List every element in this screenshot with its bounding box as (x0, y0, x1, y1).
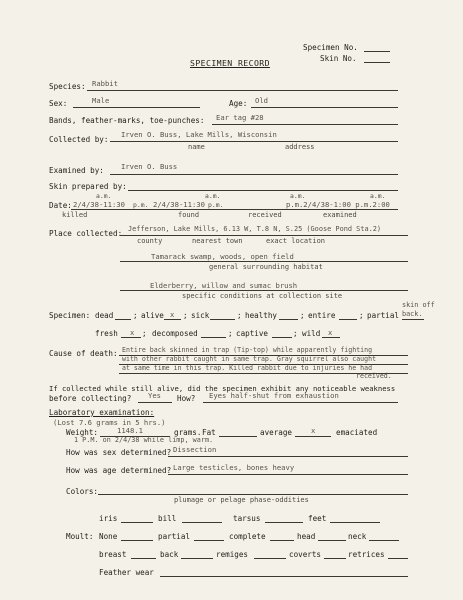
date-received-caption: received (248, 211, 282, 219)
fat-average-mark: x (311, 426, 316, 435)
weakness-how-label: How? (177, 394, 196, 403)
state-partial-value: skin off back. (402, 301, 435, 318)
date-pm-killed: p.m. (133, 201, 149, 209)
cause-line-1: Entire back skinned in trap (Tip-top) while apparently fighting (122, 346, 373, 354)
place-collected-value: Jefferson, Lake Mills, 6.13 W, T.8 N, S.25 (Goose Pond Sta.2) (128, 225, 382, 233)
state-sick: sick (191, 311, 210, 320)
state-fresh: fresh (95, 329, 118, 338)
moult-back-line (181, 558, 213, 559)
skin-no-line (364, 62, 390, 63)
colors-tarsus: tarsus (233, 514, 261, 523)
collected-by-label: Collected by: (49, 135, 109, 144)
state-entire: entire (308, 311, 336, 320)
weight-note: 1 P.M. on 2/4/38 while limp, warm. (74, 436, 214, 444)
age-determined-line (168, 474, 408, 475)
sex-label: Sex: (49, 99, 68, 108)
specimen-no-label: Specimen No. (303, 43, 358, 52)
weight-grams: grams. (174, 428, 202, 437)
habitat-line (120, 261, 408, 262)
bands-label: Bands, feather-marks, toe-punches: (49, 116, 205, 125)
state-fresh-blank (121, 337, 141, 338)
colors-iris-line (121, 522, 153, 523)
state-alive-blank (164, 319, 181, 320)
state-alive-mark: x (170, 310, 175, 319)
moult-coverts: coverts (289, 550, 322, 559)
cause-extra: received. (356, 372, 392, 380)
date-killed-caption: killed (62, 211, 88, 219)
state-partial-blank (402, 319, 424, 320)
age-determined-answer: Large testicles, bones heavy (173, 463, 295, 472)
examined-by-value: Irven O. Buss (121, 162, 178, 171)
date-am-killed: a.m. (96, 192, 112, 200)
specimen-record-form: Specimen No. Skin No. SPECIMEN RECORD Species: Rabbit Sex: Male Age: Old Bands, feather-marks, toe-punches: Ear tag #28 Collected by: Irven O. Buss, Lake Mills, Wisconsin name address Examined by: Irven O. Buss Skin prepared by: a.m. a.m. a.m. a.m. Date: 2/4/38-11:30 p.m. 2/4/38-11:30 p.m. p.m.2/4/38-1:00 p.m.2:00 killed found received examined Place collected: Jefferson, Lake Mills, 6.13 W, T.8 N, S.25 (Goose Pond Sta.2) county nearest town exact location Tamarack swamp, woods, open field general surrounding habitat Elderberry, willow and sumac brush specific conditions at collection site Specimen: dead ; alive x ; sick ; healthy ; entire ; partial skin off back. fresh x ; decomposed ; captive ; wild x Cause of death: Entire back skinned in trap (Tip-top) while apparently fighting with other rabbit caught in same trap. Gray squirrel also caught at same time in this trap. Killed rabbit due to injuries he had received. If collected while still alive, did the specimen exhibit any noticeable weakness before collecting? Yes How? Eyes half-shut from exhaustion Laboratory examination: (Lost 7.6 grams in 5 hrs.) Weight: 1148.1 grams. Fat average x emaciated 1 P.M. on 2/4/38 while limp, warm. How was sex determined? Dissection How was age determined? Large testicles, bones heavy Colors: plumage or pelage phase-oddities iris bill tarsus feet Moult: None partial complete head neck breast back remiges coverts retrices Feather wear (0, 0, 463, 600)
colors-feet: feet (308, 514, 327, 523)
habitat-caption: general surrounding habitat (209, 263, 323, 271)
specimen-no-line (364, 51, 390, 52)
habitat-value: Tamarack swamp, woods, open field (151, 252, 294, 261)
state-decomposed-blank (201, 337, 226, 338)
colors-plumage-caption: plumage or pelage phase-oddities (174, 496, 309, 504)
collected-by-value: Irven O. Buss, Lake Mills, Wisconsin (121, 130, 277, 139)
moult-retrices-line (388, 558, 408, 559)
conditions-value: Elderberry, willow and sumac brush (150, 281, 298, 290)
fat-line (219, 436, 257, 437)
moult-breast: breast (99, 550, 127, 559)
cause-line-2: with other rabbit caught in same trap. Gray squirrel also caught (122, 355, 377, 363)
place-collected-label: Place collected: (49, 229, 123, 238)
moult-none-line (121, 540, 153, 541)
species-line (87, 90, 398, 91)
date-found-caption: found (178, 211, 200, 219)
colors-bill: bill (158, 514, 177, 523)
moult-head-line (318, 540, 346, 541)
weakness-answer: Yes (148, 391, 161, 400)
state-entire-blank (339, 319, 357, 320)
moult-remiges-line (254, 558, 286, 559)
weakness-question-2: before collecting? (49, 394, 132, 403)
fat-emaciated: emaciated (336, 428, 378, 437)
moult-complete-line (270, 540, 294, 541)
moult-retrices: retrices (348, 550, 385, 559)
weakness-how-value: Eyes half-shut from exhaustion (209, 391, 339, 400)
age-line (251, 107, 398, 108)
species-label: Species: (49, 82, 86, 91)
date-examined-caption: examined (323, 211, 357, 219)
age-label: Age: (229, 99, 248, 108)
colors-line (98, 494, 408, 495)
examined-by-line (110, 174, 398, 175)
cause-line-3: at same time in this trap. Killed rabbit due to injuries he had (122, 364, 373, 372)
date-examined-value: p.m.2/4/38-1:00 p.m.2:00 (286, 200, 390, 209)
moult-neck-line (369, 540, 399, 541)
weight-value: 1148.1 (117, 426, 143, 435)
lab-label: Laboratory examination: (49, 408, 155, 417)
date-am-examined: a.m. (370, 192, 386, 200)
bands-line (212, 124, 398, 125)
moult-coverts-line (324, 558, 346, 559)
state-healthy-blank (279, 319, 298, 320)
state-decomposed: decomposed (152, 329, 198, 338)
place-location-caption: exact location (266, 237, 326, 245)
colors-label: Colors: (66, 487, 99, 496)
sex-determined-line (168, 456, 408, 457)
fat-label: Fat (202, 428, 216, 437)
weight-label: Weight: (66, 428, 99, 437)
fat-average-line (295, 436, 331, 437)
colors-tarsus-line (265, 522, 303, 523)
date-killed-value: 2/4/38-11:30 (73, 200, 125, 209)
moult-remiges: remiges (216, 550, 249, 559)
sex-determined-answer: Dissection (173, 445, 217, 454)
collected-by-name-caption: name (188, 143, 205, 151)
examined-by-label: Examined by: (49, 166, 104, 175)
bands-value: Ear tag #28 (216, 113, 264, 122)
date-found-value: 2/4/38-11:30 (153, 200, 205, 209)
date-label: Date: (49, 201, 72, 210)
moult-complete: complete (229, 532, 266, 541)
colors-iris: iris (99, 514, 118, 523)
state-dead: dead (95, 311, 114, 320)
skin-prepared-by-label: Skin prepared by: (49, 182, 127, 191)
moult-partial-line (194, 540, 224, 541)
conditions-caption: specific conditions at collection site (182, 292, 343, 300)
moult-back: back (160, 550, 179, 559)
fat-average: average (260, 428, 293, 437)
sex-determined-question: How was sex determined? (66, 448, 172, 457)
date-line (71, 209, 398, 210)
collected-by-line (110, 141, 398, 142)
moult-head: head (297, 532, 316, 541)
colors-bill-line (182, 522, 222, 523)
cause-of-death-label: Cause of death: (49, 349, 118, 358)
state-dead-blank (115, 319, 131, 320)
place-collected-line (120, 235, 408, 236)
state-fresh-mark: x (130, 328, 135, 337)
moult-neck: neck (348, 532, 367, 541)
age-determined-question: How was age determined? (66, 466, 172, 475)
moult-label: Moult: (66, 532, 94, 541)
state-captive-blank (272, 337, 292, 338)
date-am-received: a.m. (290, 192, 306, 200)
sex-value: Male (92, 96, 110, 105)
feather-wear-line (160, 576, 408, 577)
collected-by-address-caption: address (285, 143, 315, 151)
state-wild-mark: x (328, 328, 333, 337)
species-value: Rabbit (92, 79, 118, 88)
state-healthy: healthy (245, 311, 278, 320)
skin-prepared-by-line (128, 190, 398, 191)
place-town-caption: nearest town (192, 237, 243, 245)
moult-partial: partial (158, 532, 191, 541)
moult-breast-line (131, 558, 156, 559)
form-title: SPECIMEN RECORD (190, 58, 270, 68)
conditions-line (120, 290, 408, 291)
lab-note: (Lost 7.6 grams in 5 hrs.) (53, 418, 166, 427)
place-county-caption: county (137, 237, 163, 245)
state-wild-blank (322, 337, 340, 338)
moult-none: None (99, 532, 118, 541)
weakness-answer-line (138, 402, 172, 403)
date-pm-found: p.m. (208, 201, 224, 209)
specimen-state-label: Specimen: (49, 311, 91, 320)
state-wild: wild (302, 329, 321, 338)
state-sick-blank (210, 319, 235, 320)
age-value: Old (255, 96, 268, 105)
skin-no-label: Skin No. (320, 54, 357, 63)
weakness-how-line (203, 402, 398, 403)
state-partial: partial (367, 311, 400, 320)
sex-line (73, 107, 200, 108)
feather-wear-label: Feather wear (99, 568, 154, 577)
date-am-found: a.m. (205, 192, 221, 200)
state-alive: alive (141, 311, 164, 320)
colors-feet-line (330, 522, 380, 523)
weakness-question-1: If collected while still alive, did the specimen exhibit any noticeable weakness (49, 384, 396, 393)
state-captive: captive (236, 329, 269, 338)
